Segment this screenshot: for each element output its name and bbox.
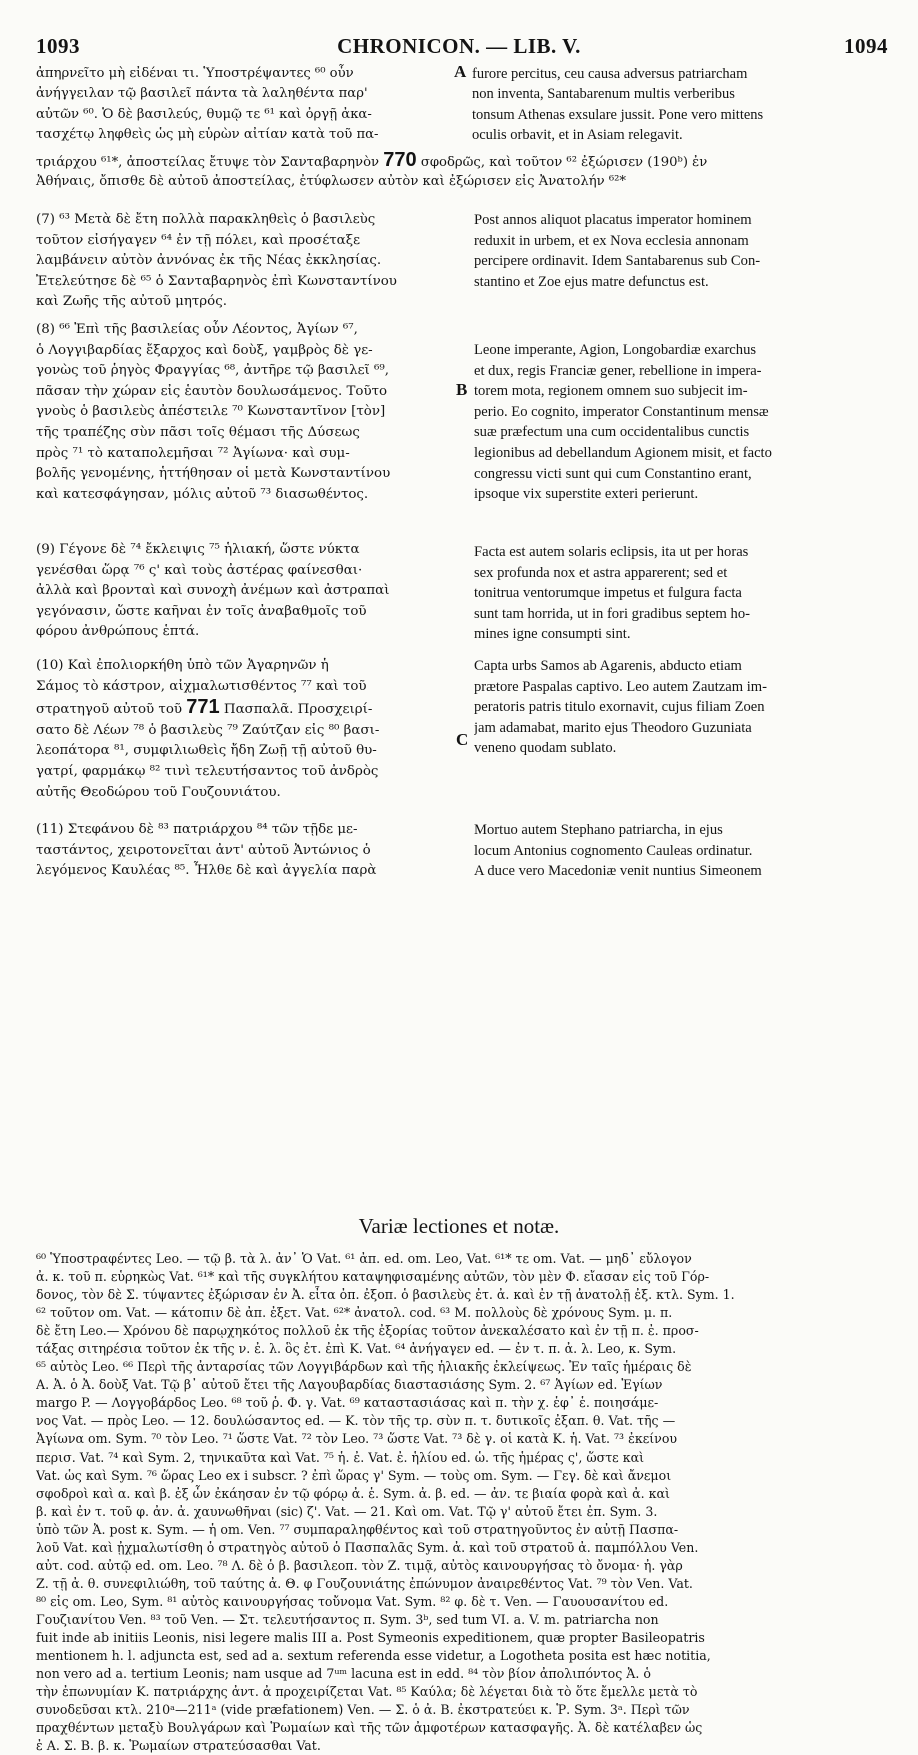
note-line: Ἀγίωνα om. Sym. ⁷⁰ τὸν Leo. ⁷¹ ὥστε Vat. ⁷² τὸν Leo. ⁷³ ὥστε Vat. ⁷³ δὲ γ. οἱ κατὰ Κ. ἡ. Vat. ⁷³ ἐκείνου: [36, 1431, 678, 1447]
full-width-line: [36, 150, 890, 173]
note-line: συνοδεῦσαι κτλ. 210ᵃ—211ᵃ (vide præfationem) Ven. — Σ. ὁ ἀ. Β. ἐκστρατεύει κ. Ῥ. Sym. 3ᵃ. Περὶ τῶν: [36, 1702, 690, 1718]
greek-line: ἀνήγγειλαν τῷ βασιλεῖ πάντα τὰ λαληθέντα παρ': [36, 86, 368, 102]
greek-line: ἀλλὰ καὶ βρονταὶ καὶ συνοχὴ ἀνέμων καὶ ἀστραπαὶ: [36, 583, 390, 599]
latin-line: torem mota, regionem omnem suo subjecit im-: [474, 383, 748, 400]
latin-line: Capta urbs Samos ab Agarenis, abducto etiam: [474, 658, 742, 674]
greek-line: βολῆς γενομένης, ἡττήθησαν οἱ μετὰ Κωνσταντίνου: [36, 466, 391, 482]
greek-line: ταστάντος, χειροτονεῖται ἀντ' αὐτοῦ Ἀντώνιος ὁ: [36, 842, 371, 858]
note-line: ⁸⁰ εἰς om. Leo, Sym. ⁸¹ αὐτὸς καινουργήσας τοὔνομα Vat. Sym. ⁸² φ. δὲ τ. Ven. — Γαυουσανίτου ed.: [36, 1593, 669, 1609]
latin-line: tonitrua ventorumque impetus et fulgura facta: [474, 585, 742, 602]
margin-marker-c: C: [456, 730, 469, 749]
margin-marker-b: B: [456, 380, 468, 399]
latin-line: Post annos aliquot placatus imperator hominem: [474, 212, 752, 228]
note-line: ἐ Α. Σ. Β. β. κ. Ῥωμαίων στρατεύσασθαι Vat.: [36, 1738, 321, 1754]
note-line: τάξας σιτηρέσια τοῦτον ἐκ τῆς ν. ἐ. λ. ὃς ἐτ. ἐπὶ Κ. Vat. ⁶⁴ ἀνήγαγεν ed. — ἐν τ. π. ἀ. λ. Leo, κ. Sym.: [36, 1341, 677, 1357]
latin-line: locum Antonius cognomento Cauleas ordinatur.: [474, 842, 753, 859]
page-number-right: 1094: [844, 34, 888, 58]
notes-title: Variæ lectiones et notæ.: [358, 1214, 560, 1238]
note-line: δονος, τὸν δὲ Σ. τύψαντες ἐξώρισαν ἐν Ἀ. εἶτα ὀπ. ἐξοπ. ὁ βασιλεὺς ἐτ. ἀ. καὶ ἐν τῇ ἀνατολῇ ἐξ. κτλ. Sym. 1.: [36, 1287, 735, 1303]
latin-line: Facta est autem solaris eclipsis, ita ut per horas: [474, 544, 749, 560]
greek-column: [36, 210, 462, 313]
greek-text: τριάρχου ⁶¹*, ἀποστείλας ἔτυψε τὸν Σανταβαρηνὸν: [36, 155, 380, 170]
greek-line: ὁ Λογγιβαρδίας ἔξαρχος καὶ δοὺξ, γαμβρὸς δὲ γε-: [36, 342, 373, 358]
note-line: ⁶⁰ Ὑποστραφέντες Leo. — τῷ β. τὰ λ. ἀν᾽ Ὁ Vat. ⁶¹ ἀπ. ed. om. Leo, Vat. ⁶¹* τε om. Vat. — μηδ᾽ εὔλογον: [36, 1251, 692, 1266]
greek-line: γονὼς τοῦ ῥηγὸς Φραγγίας ⁶⁸, ἀντῆρε τῷ βασιλεῖ ⁶⁹,: [36, 363, 390, 379]
greek-line: πρὸς ⁷¹ τὸ καταπολεμῆσαι ⁷² Ἀγίωνα· καὶ συμ-: [36, 445, 350, 461]
margin-marker-a: A: [454, 62, 467, 81]
greek-line: (8) ⁶⁶ Ἐπὶ τῆς βασιλείας οὖν Λέοντος, Ἀγίων ⁶⁷,: [36, 322, 358, 337]
note-line: νος Vat. — πρὸς Leo. — 12. δουλώσαντος ed. — Κ. τὸν τῆς τρ. σὺν π. τ. δυτικοῖς ἐξαπ. θ. Vat. τῆς —: [36, 1413, 676, 1429]
note-line: mentionem h. l. adjuncta est, sed ad a. sextum referenda esse videtur, a Logotheta posita est hæc notitia,: [36, 1648, 711, 1664]
page-number-left: 1093: [36, 34, 80, 58]
latin-line: A duce vero Macedoniæ venit nuntius Simeonem: [474, 863, 762, 880]
full-width-line: Ἀθήναις, ὄπισθε δὲ αὐτοῦ ἀποστείλας, ἐτύφλωσεν αὐτὸν καὶ ἐξώρισεν εἰς Ἀνατολήν ⁶²*: [36, 174, 626, 189]
latin-line: prætore Paspalas captivo. Leo autem Zautzam im-: [474, 678, 767, 695]
greek-text: στρατηγοῦ αὐτοῦ τοῦ: [36, 702, 183, 718]
running-title: CHRONICON. — LIB. V.: [337, 34, 581, 58]
greek-text: Πασπαλᾶ. Προσχειρί-: [223, 702, 373, 718]
greek-line: γατρί, φαρμάκῳ ⁸² τινὶ τελευτήσαντος τοῦ ἀνδρὸς: [36, 763, 379, 779]
note-line: πραχθέντων μεταξὺ Βουλγάρων καὶ Ῥωμαίων καὶ τῆς τῶν ἀμφοτέρων κατασφαγῆς. Ἀ. δὲ κατέλαβεν ὡς: [36, 1720, 703, 1736]
note-line: Α. Ἀ. ὁ Ἀ. δοὺξ Vat. Τῷ β᾽ αὐτοῦ ἔτει τῆς Λαγουβαρδίας διαστασιάσης Sym. 2. ⁶⁷ Ἀγίων ed. Ἐγίων: [36, 1377, 663, 1393]
margin-page-number: 771: [186, 697, 220, 719]
greek-line: γεγόνασιν, ὥστε καῆναι ἐν τοῖς ἀναβαθμοῖς τοῦ: [36, 603, 367, 619]
latin-line: congressu victi sunt qui cum Constantino erant,: [474, 465, 752, 482]
greek-line: (10) Καὶ ἐπολιορκήθη ὑπὸ τῶν Ἀγαρηνῶν ἡ: [36, 658, 329, 673]
greek-line: λεγόμενος Καυλέας ⁸⁵. Ἦλθε δὲ καὶ ἀγγελία παρὰ: [36, 863, 377, 879]
greek-line: Σάμος τὸ κάστρον, αἰχμαλωτισθέντος ⁷⁷ καὶ τοῦ: [36, 678, 367, 694]
latin-line: Leone imperante, Agion, Longobardiæ exarchus: [474, 342, 757, 358]
note-line: margo P. — Λογγοβάρδος Leo. ⁶⁸ τοῦ ῥ. Φ. γ. Vat. ⁶⁹ καταστασιάσας καὶ π. τὴν χ. ἑφ᾽ ἑ. ποιησάμε-: [36, 1395, 659, 1411]
greek-line: τῆς τραπέζης σὺν πᾶσι τοῖς θέμασι τῆς Δύσεως: [36, 424, 360, 440]
greek-line: (7) ⁶³ Μετὰ δὲ ἔτη πολλὰ παρακληθεὶς ὁ βασιλεὺς: [36, 212, 376, 227]
latin-line: et dux, regis Franciæ gener, rebellione in impera-: [474, 362, 762, 379]
latin-line: oculis orbavit, et in Asiam relegavit.: [472, 127, 683, 144]
latin-line: stantino et Zoe ejus matre defunctus est.: [474, 273, 709, 290]
greek-line: τοῦτον εἰσήγαγεν ⁶⁴ ἐν τῇ πόλει, καὶ προσέταξε: [36, 232, 361, 248]
note-line: ὑπὸ τῶν Ἀ. post κ. Sym. — ἡ om. Ven. ⁷⁷ συμπαραληφθέντος καὶ τοῦ στρατηγοῦντος ἐν αὐτῇ Πασπα-: [36, 1521, 679, 1537]
greek-line: λεοπάτορα ⁸¹, συμφιλιωθεὶς ἤδη Ζωῇ τῇ αὐτοῦ θυ-: [36, 743, 377, 759]
greek-line: (11) Στεφάνου δὲ ⁸³ πατριάρχου ⁸⁴ τῶν τῇδε με-: [36, 822, 358, 837]
note-line: β. καὶ ἐν τ. τοῦ φ. ἀν. ἀ. χαυνωθῆναι (sic) ζ'. Vat. — 21. Καὶ om. Vat. Τῷ γ' αὐτοῦ ἔτει ἐπ. Sym. 3.: [36, 1503, 658, 1519]
greek-column: [36, 656, 462, 803]
latin-line: perio. Eo cognito, imperator Constantinum mensæ: [474, 403, 769, 420]
latin-column: [474, 656, 892, 759]
note-line: περισ. Vat. ⁷⁴ καὶ Sym. 2, τηνικαῦτα καὶ Vat. ⁷⁵ ἡ. ἐ. Vat. ἐ. ἡλίου ed. ὡ. τῆς ἡμέρας ς', ὥστε καὶ: [36, 1449, 645, 1465]
latin-line: peratoris patris titulo exornavit, cujus filiam Zoen: [474, 699, 765, 716]
lead-latin-column: [472, 64, 890, 146]
note-line: Vat. ὡς καὶ Sym. ⁷⁶ ὥρας Leo ex i subscr. ? ἐπὶ ὥρας γ' Sym. — τοὺς om. Sym. — Γεγ. δὲ καὶ ἄνεμοι: [36, 1467, 672, 1483]
latin-line: tonsum Athenas exsulare jussit. Pone vero mittens: [472, 106, 764, 123]
latin-column: [474, 210, 892, 292]
note-line: Ζ. τῇ ἀ. θ. συνεφιλιώθη, τοῦ ταύτης ἀ. Θ. φ Γουζουνιάτης ἐπώνυμον ἀναιρεθέντος Vat. ⁷⁹ τὸν Ven. Vat.: [36, 1575, 693, 1591]
greek-line: γνοὺς ὁ βασιλεὺς ἀπέστειλε ⁷⁰ Κωνσταντῖνον [τὸν]: [36, 404, 386, 420]
note-line: ἀ. κ. τοῦ π. εὑρηκὼς Vat. ⁶¹* καὶ τῆς συγκλήτου καταψηφισαμένης αὐτῶν, τὸν μὲν Φ. εἴασαν εἰς τοῦ Γόρ-: [36, 1269, 710, 1285]
greek-line: αὐτῶν ⁶⁰. Ὁ δὲ βασιλεύς, θυμῷ τε ⁶¹ καὶ ὀργῇ ἀκα-: [36, 106, 372, 122]
greek-line: καὶ Ζωῆς τῆς αὐτοῦ μητρός.: [36, 294, 227, 310]
latin-line: jam adamabat, marito ejus Theodoro Guzuniata: [474, 719, 752, 736]
greek-line: Ἐτελεύτησε δὲ ⁶⁵ ὁ Σανταβαρηνὸς ἐπὶ Κωνσταντίνου: [36, 273, 397, 289]
latin-column: [474, 820, 892, 882]
latin-line: Mortuo autem Stephano patriarcha, in ejus: [474, 822, 723, 838]
greek-line: λαμβάνειν αὐτὸν ἀννόνας ἐκ τῆς Νέας ἐκκλησίας.: [36, 253, 382, 269]
greek-column: [36, 320, 462, 505]
latin-column: [474, 542, 892, 645]
greek-line: σατο δὲ Λέων ⁷⁸ ὁ βασιλεὺς ⁷⁹ Ζαύτζαν εἰς ⁸⁰ βασι-: [36, 722, 380, 738]
note-line: σφοδροὶ καὶ α. καὶ β. ἐξ ὧν ἐκάησαν ἐν τῷ φόρῳ ἀ. ἑ. Sym. ἀ. β. ed. — ἀν. τε βιαία φορὰ καὶ ἀ. καὶ: [36, 1485, 670, 1501]
latin-line: veneno quodam sublato.: [474, 740, 617, 757]
note-line: αὐτ. cod. αὐτῷ ed. om. Leo. ⁷⁸ Λ. δὲ ὁ β. βασιλεοπ. τὸν Ζ. τιμᾷ, αὐτὸς καινουργήσας τὸ ὄνομα· ἠ. γὰρ: [36, 1557, 683, 1573]
latin-line: furore percitus, ceu causa adversus patriarcham: [472, 66, 748, 82]
latin-line: suæ præfectum una cum occidentalibus cunctis: [474, 424, 750, 441]
greek-line: φόρου ἀνθρώπους ἑπτά.: [36, 624, 200, 640]
greek-line: πᾶσαν τὴν χώραν εἰς ἑαυτὸν δουλωσάμενος. Τοῦτο: [36, 383, 388, 399]
latin-line: percipere ordinavit. Idem Santabarenus sub Con-: [474, 253, 761, 270]
note-line: Γουζιανίτου Ven. ⁸³ τοῦ Ven. — Στ. τελευτήσαντος π. Sym. 3ᵇ, sed tum VI. a. V. m. patriarcha non: [36, 1611, 659, 1627]
greek-line: ἀπηρνεῖτο μὴ εἰδέναι τι. Ὑποστρέψαντες ⁶⁰ οὖν: [36, 66, 354, 81]
latin-line: sunt tam horrida, ut in fori gradibus septem ho-: [474, 605, 751, 622]
lead-greek-column: [36, 64, 454, 146]
latin-line: reduxit in urbem, et ex Nova ecclesia annonam: [474, 232, 749, 249]
greek-line: αὐτῆς Θεοδώρου τοῦ Γουζουνιάτου.: [36, 784, 281, 800]
note-line: ⁶⁵ αὐτὸς Leo. ⁶⁶ Περὶ τῆς ἀνταρσίας τῶν Λογγιβάρδων καὶ τῆς ἡλιακῆς ἐκλείψεως. Ἐν ταῖς ἡμέραις δὲ: [36, 1359, 692, 1375]
variant-notes: [36, 1250, 888, 1755]
latin-column: [474, 340, 892, 505]
note-line: non vero ad a. tertium Leonis; nam usque ad 7ᵘᵐ lacuna est in edd. ⁸⁴ τὸν βίον ἀπολιπόντος Ἀ. ὁ: [36, 1666, 651, 1682]
note-line: ⁶² τοῦτον om. Vat. — κάτοπιν δὲ ἀπ. ἐξετ. Vat. ⁶²* ἀνατολ. cod. ⁶³ Μ. πολλοὺς δὲ χρόνους Sym. μ. π.: [36, 1305, 673, 1321]
greek-column: [36, 820, 462, 882]
note-line: δὲ ἔτη Leo.— Χρόνου δὲ παρῳχηκότος πολλοῦ ἐκ τῆς ἐξορίας τοῦτον ἀνεκαλέσατο καὶ ἐν τῇ π. ἐ. προσ-: [36, 1323, 699, 1339]
latin-line: non inventa, Santabarenum multis verberibus: [472, 86, 735, 103]
note-line: τὴν ἐπωνυμίαν Κ. πατριάρχης ἀντ. ἀ προχειρίζεται Vat. ⁸⁵ Καύλα; δὲ λέγεται διὰ τὸ ὅτε ἔμελλε μετὰ τὸ: [36, 1684, 698, 1700]
margin-page-number: 770: [383, 149, 417, 171]
greek-line: γενέσθαι ὥρᾳ ⁷⁶ ς' καὶ τοὺς ἀστέρας φαίνεσθαι·: [36, 562, 363, 578]
note-line: fuit inde ab initiis Leonis, nisi legere malis III a. Post Symeonis expeditionem, quæ propter Basileopatris: [36, 1629, 705, 1645]
latin-line: sex profunda nox et astra apparerent; sed et: [474, 564, 728, 581]
latin-line: mines igne consumpti sint.: [474, 626, 631, 643]
greek-column: [36, 540, 462, 643]
greek-line: (9) Γέγονε δὲ ⁷⁴ ἔκλειψις ⁷⁵ ἡλιακή, ὥστε νύκτα: [36, 542, 360, 557]
latin-line: legionibus ad debellandum Agionem misit, et facto: [474, 444, 772, 461]
greek-line: τασχέτῳ ληφθεὶς ὡς μὴ εὑρὼν αἰτίαν κατὰ τοῦ πα-: [36, 127, 379, 143]
running-header: [30, 34, 888, 64]
greek-line: [36, 697, 462, 721]
latin-line: ipsoque vix superstite exteri perierunt.: [474, 486, 699, 503]
greek-line: καὶ κατεσφάγησαν, μόλις αὐτοῦ ⁷³ διασωθέντος.: [36, 486, 369, 502]
greek-text: σφοδρῶς, καὶ τοῦτον ⁶² ἐξώρισεν (190ᵇ) ἐν: [420, 155, 708, 170]
note-line: λοῦ Vat. καὶ ᾐχμαλωτίσθη ὁ στρατηγὸς αὐτοῦ ὁ Πασπαλᾶς Sym. ἀ. καὶ τοῦ στρατοῦ ἀ. παμπόλλου Ven.: [36, 1539, 699, 1555]
